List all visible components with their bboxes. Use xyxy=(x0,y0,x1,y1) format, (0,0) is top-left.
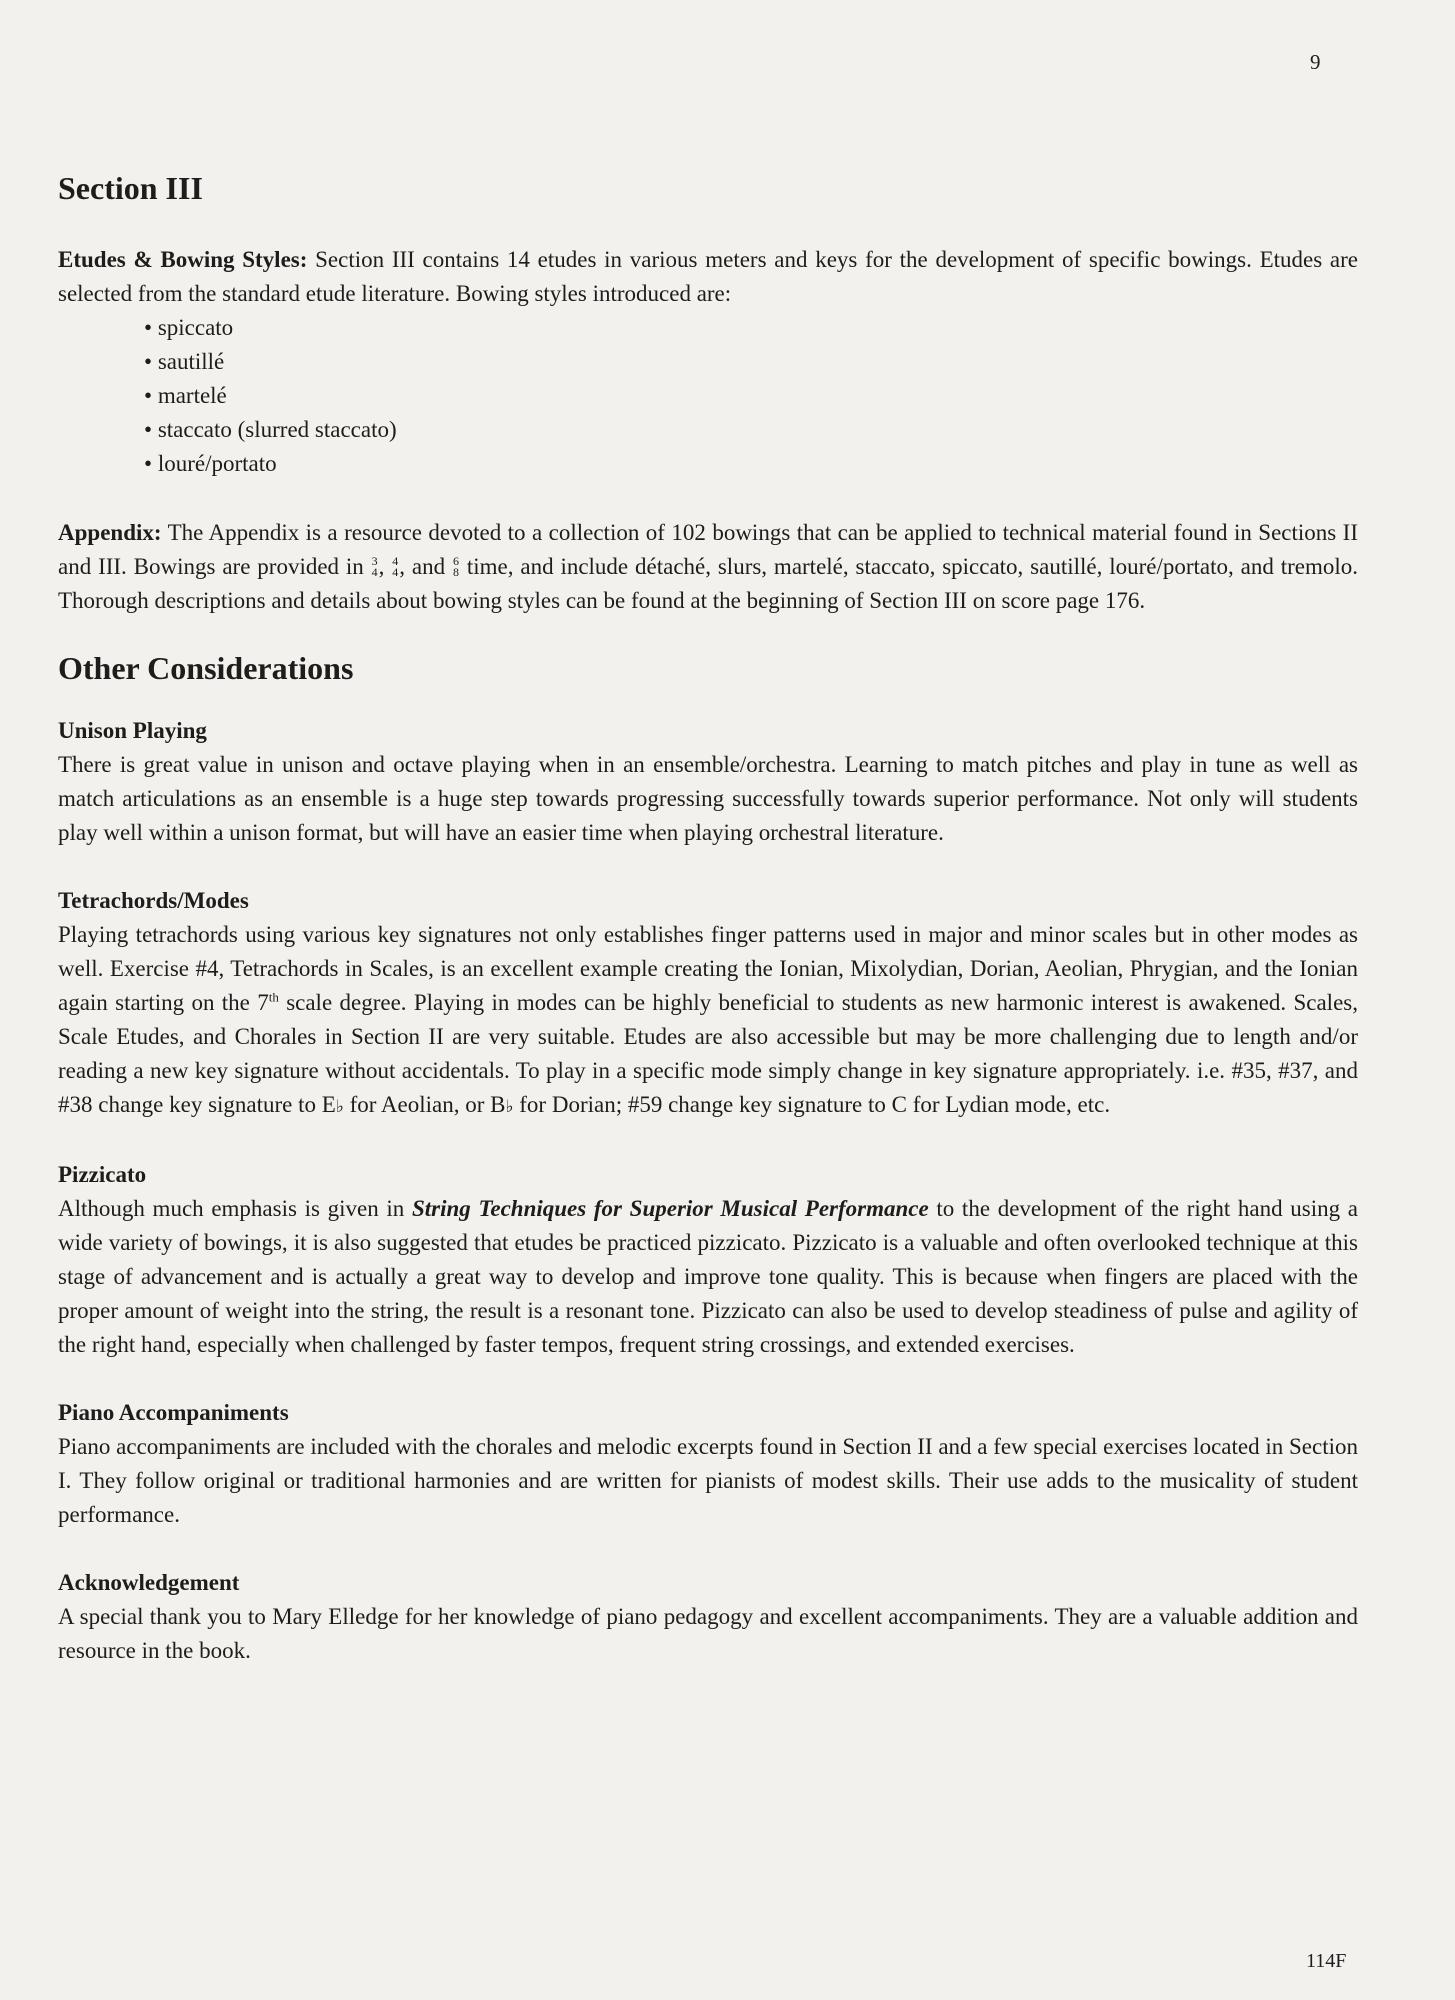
flat-symbol: ♭ xyxy=(505,1097,514,1116)
list-item: • spiccato xyxy=(144,311,1358,345)
list-item: • sautillé xyxy=(144,345,1358,379)
etudes-lead: Etudes & Bowing Styles: xyxy=(58,247,308,272)
time-signature xyxy=(453,556,459,578)
superscript: th xyxy=(268,989,279,1005)
bowing-styles-list xyxy=(58,311,1358,481)
unison-heading: Unison Playing xyxy=(58,718,207,743)
flat-symbol: ♭ xyxy=(335,1097,344,1116)
time-signature xyxy=(392,556,398,578)
appendix-lead: Appendix: xyxy=(58,520,162,545)
list-item: • staccato (slurred staccato) xyxy=(144,413,1358,447)
acknowledgement-paragraph: A special thank you to Mary Elledge for her knowledge of piano pedagogy and excellent accompaniments. They are a valuable addition and resource in the book. xyxy=(58,1604,1358,1663)
tetrachords-text: scale degree. Playing in modes can be highly beneficial to students as new harmonic interest is awakened. Scales, Scale Etudes, and Chorales in Section II are very suitable. Etudes are also accessible but may be more challenging due to length and/or reading a new key signature without accidentals. To play in a specific mode simply change in key signature appropriately. i.e. #35, #37, and #38 change key signature to E xyxy=(58,990,1358,1117)
pizzicato-paragraph xyxy=(58,1192,1358,1362)
appendix-text: The Appendix is a resource devoted to a collection of 102 bowings that can be applied to technical material found in Sections II and III. Bowings are provided in xyxy=(58,520,1358,579)
appendix-text: , xyxy=(378,554,392,579)
time-sig-top: 6 xyxy=(453,554,459,568)
time-sig-bottom: 8 xyxy=(453,565,459,579)
tetrachords-text: for Dorian; #59 change key signature to C for Lydian mode, etc. xyxy=(513,1092,1111,1117)
unison-paragraph: There is great value in unison and octave playing when in an ensemble/orchestra. Learning to match pitches and play in tune as well as match articulations as an ensemble is a huge step towards progressing successfully towards superior performance. Not only will students play well within a unison format, but will have an easier time when playing orchestral literature. xyxy=(58,752,1358,845)
pizzicato-text: Although much emphasis is given in xyxy=(58,1196,412,1221)
page-number: 9 xyxy=(1310,50,1321,74)
section-iii-title: Section III xyxy=(58,170,203,206)
page-content xyxy=(58,168,1358,1668)
time-sig-top: 3 xyxy=(371,554,378,568)
tetrachords-heading: Tetrachords/Modes xyxy=(58,888,249,913)
footer-code: 114F xyxy=(1306,1950,1347,1972)
list-item: • martelé xyxy=(144,379,1358,413)
appendix-text: time, and include détaché, slurs, martelé, staccato, spiccato, sautillé, louré/portato, and tremolo. Thorough descriptions and details about bowing styles can be found at the beginning of Section III on score page 176. xyxy=(58,554,1358,613)
time-sig-bottom: 4 xyxy=(371,565,378,579)
appendix-text: , and xyxy=(399,554,452,579)
list-item: • louré/portato xyxy=(144,447,1358,481)
time-sig-top: 4 xyxy=(392,554,399,568)
etudes-text: Section III contains 14 etudes in various meters and keys for the development of specific bowings. Etudes are selected from the standard etude literature. Bowing styles introduced are: xyxy=(58,247,1358,306)
piano-heading: Piano Accompaniments xyxy=(58,1400,289,1425)
acknowledgement-heading: Acknowledgement xyxy=(58,1570,240,1595)
pizzicato-text: to the development of the right hand using a wide variety of bowings, it is also suggested that etudes be practiced pizzicato. Pizzicato is a valuable and often overlooked technique at this stage of advancement and is actually a great way to develop and improve tone quality. This is because when fingers are placed with the proper amount of weight into the string, the result is a resonant tone. Pizzicato can also be used to develop steadiness of pulse and agility of the right hand, especially when challenged by faster tempos, frequent string crossings, and extended exercises. xyxy=(58,1196,1358,1357)
book-title: String Techniques for Superior Musical Performance xyxy=(411,1196,929,1221)
appendix-paragraph xyxy=(58,516,1358,618)
tetrachords-paragraph xyxy=(58,918,1358,1124)
pizzicato-heading: Pizzicato xyxy=(58,1162,147,1187)
piano-paragraph: Piano accompaniments are included with the chorales and melodic excerpts found in Section II and a few special exercises located in Section I. They follow original or traditional harmonies and are written for pianists of modest skills. Their use adds to the musicality of student performance. xyxy=(58,1434,1358,1527)
etudes-paragraph xyxy=(58,243,1358,311)
tetrachords-text: Playing tetrachords using various key signatures not only establishes finger patterns used in major and minor scales but in other modes as well. Exercise #4, Tetrachords in Scales, is an excellent example creating the Ionian, Mixolydian, Dorian, Aeolian, Phrygian, and the Ionian again starting on the 7 xyxy=(58,922,1358,1015)
time-signature xyxy=(372,556,378,578)
other-considerations-title: Other Considerations xyxy=(58,650,354,686)
tetrachords-text: for Aeolian, or B xyxy=(343,1092,506,1117)
time-sig-bottom: 4 xyxy=(392,565,399,579)
